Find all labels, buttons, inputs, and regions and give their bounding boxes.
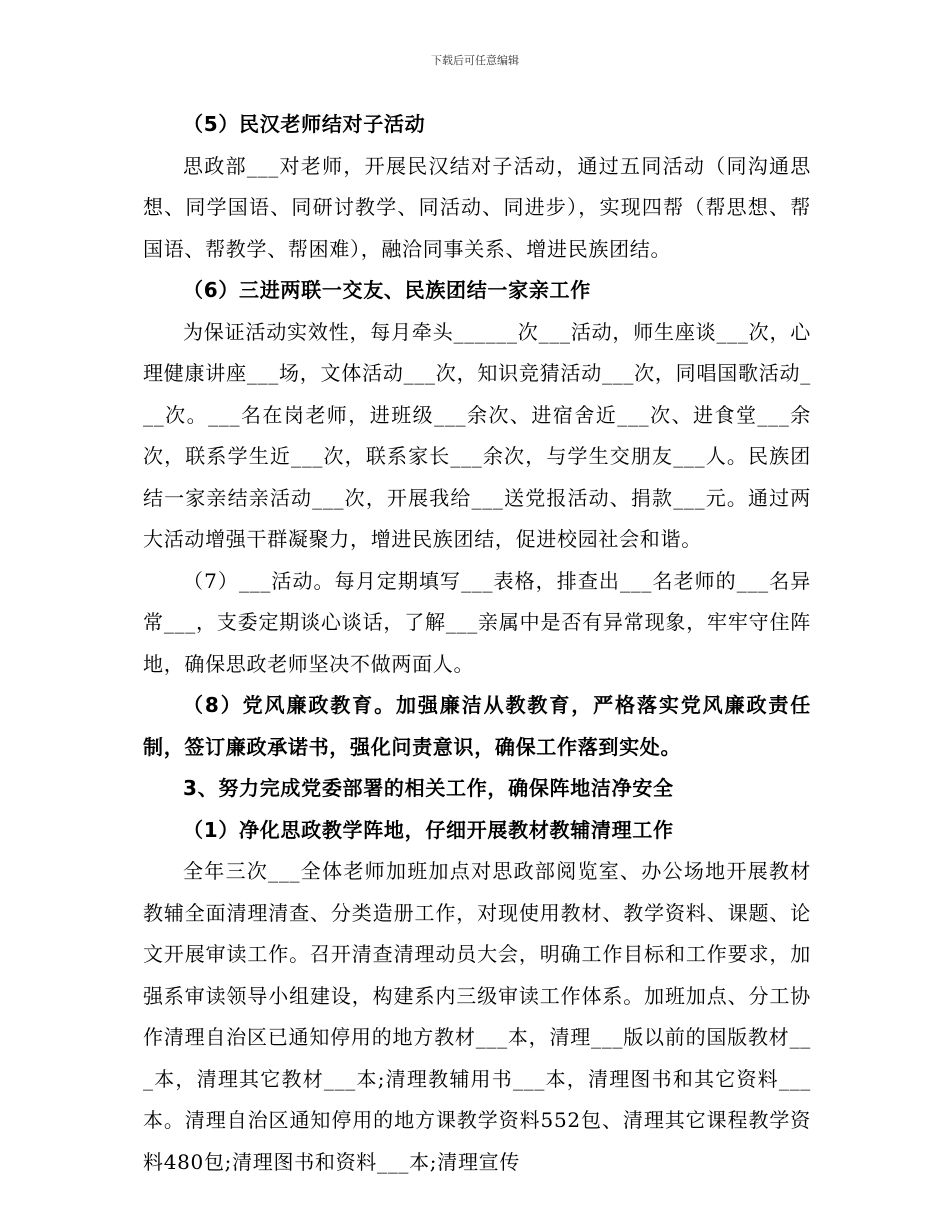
page-header: 下载后可任意编辑	[431, 54, 519, 67]
document-body	[143, 104, 811, 1183]
paragraph-textbook-cleanup: 全年三次___全体老师加班加点对思政部阅览室、办公场地开展教材教辅全面清理清查、分类造册工作，对现使用教材、教学资料、课题、论文开展审读工作。召开清查清理动员大会，明确工作目标和工作要求，加强系审读领导小组建设，构建系内三级审读工作体系。加班加点、分工协作清理自治区已通知停用的地方教材___本，清理___版以前的国版教材___本，清理其它教材___本;清理教辅用书___本，清理图书和其它资料___本。清理自治区通知停用的地方课教学资料552包、清理其它课程教学资料480包;清理图书和资料___本;清理宣传	[143, 859, 811, 1174]
paragraph-minhan-pairing: 思政部___对老师，开展民汉结对子活动，通过五同活动（同沟通思想、同学国语、同研讨教学、同活动、同进步），实现四帮（帮思想、帮国语、帮教学、帮困难），融洽同事关系、增进民族团结。	[143, 153, 811, 261]
heading-5-minhan-pairing: （5）民汉老师结对子活动	[183, 112, 426, 136]
heading-6-three-visits: （6）三进两联一交友、民族团结一家亲工作	[183, 278, 591, 302]
paragraph-8-integrity-education: （8）党风廉政教育。加强廉洁从教教育，严格落实党风廉政责任制，签订廉政承诺书，强化问责意识，确保工作落到实处。	[143, 693, 811, 759]
paragraph-7-activity: （7）___活动。每月定期填写___表格，排查出___名老师的___名异常___，支委定期谈心谈话，了解___亲属中是否有异常现象，牢牢守住阵地，确保思政老师坚决不做两面人。	[143, 568, 811, 676]
paragraph-three-visits: 为保证活动实效性，每月牵头______次___活动，师生座谈___次，心理健康讲座___场，文体活动___次，知识竞猜活动___次，同唱国歌活动___次。___名在岗老师，进班级___余次、进宿舍近___次、进食堂___余次，联系学生近___次，联系家长___余次，与学生交朋友___人。民族团结一家亲结亲活动___次，开展我给___送党报活动、捐款___元。通过两大活动增强干群凝聚力，增进民族团结，促进校园社会和谐。	[143, 319, 811, 551]
heading-1-textbook-cleanup: （1）净化思政教学阵地，仔细开展教材教辅清理工作	[183, 817, 674, 842]
heading-3-party-committee-work: 3、努力完成党委部署的相关工作，确保阵地洁净安全	[183, 776, 674, 800]
